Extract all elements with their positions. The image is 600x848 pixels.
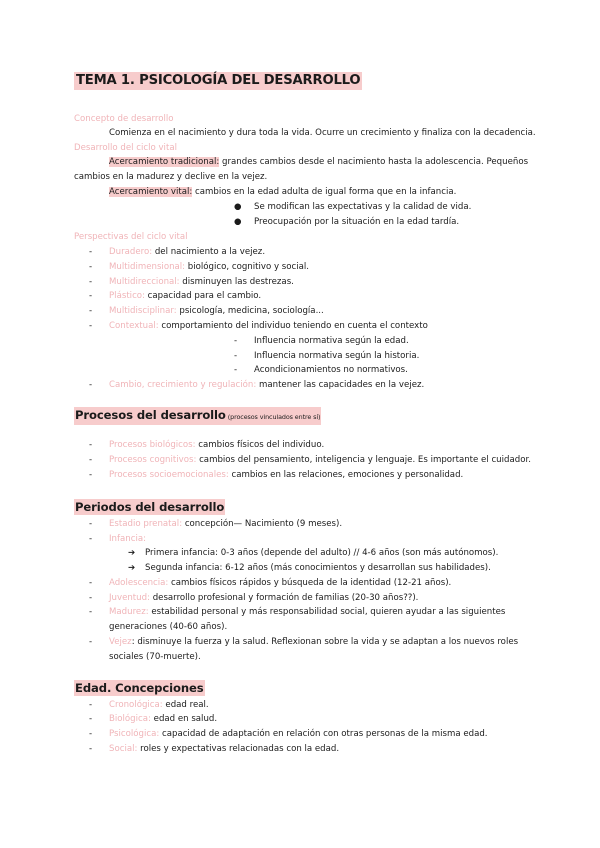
- list-item-value: biológico, cognitivo y social.: [185, 262, 309, 272]
- dash-icon: -: [89, 455, 93, 465]
- list-item-value: desarrollo profesional y formación de familias (20-30 años??).: [149, 593, 419, 603]
- list-item-value-cont: generaciones (40-60 años).: [109, 622, 228, 632]
- list-item: [109, 319, 428, 334]
- list-item: [109, 260, 309, 275]
- dash-icon: -: [89, 519, 93, 529]
- list-item-key: Psicológica:: [109, 729, 160, 739]
- dash-icon: -: [89, 306, 93, 316]
- list-item-key: Multidireccional:: [109, 277, 180, 287]
- list-item: [109, 727, 488, 742]
- dash-icon: -: [89, 291, 93, 301]
- list-item-value: estabilidad personal y más responsabilidad social, quieren ayudar a las siguientes: [148, 607, 506, 617]
- list-item-value: cambios en las relaciones, emociones y personalidad.: [228, 470, 464, 480]
- list-item: [109, 517, 342, 532]
- list-item: [109, 275, 294, 290]
- dash-icon: -: [89, 247, 93, 257]
- list-item-key: Juventud:: [109, 593, 150, 603]
- trad-text: grandes cambios desde el nacimiento hasta la adolescencia. Pequeños: [219, 157, 529, 167]
- list-item-value: roles y expectativas relacionadas con la edad.: [137, 744, 340, 754]
- dash-icon: -: [234, 336, 238, 346]
- list-item-key: Infancia:: [109, 534, 146, 544]
- vital-label: Acercamiento vital:: [109, 187, 193, 197]
- trad-line: [109, 155, 528, 170]
- dash-icon: -: [89, 700, 93, 710]
- list-item-value: mantener las capacidades en la vejez.: [256, 380, 425, 390]
- list-item-value: psicología, medicina, sociología...: [176, 306, 324, 316]
- dash-icon: -: [89, 578, 93, 588]
- trad-text-cont: cambios en la madurez y declive en la vejez.: [74, 172, 268, 182]
- dash-icon: -: [89, 607, 93, 617]
- list-item: [109, 576, 451, 591]
- arrow-item: Primera infancia: 0-3 años (depende del adulto) // 4-6 años (son más autónomos).: [145, 548, 499, 558]
- arrow-item: Segunda infancia: 6-12 años (más conocimientos y desarrollan sus habilidades).: [145, 563, 491, 573]
- list-item-key: Vejez: [109, 637, 132, 647]
- dash-icon: -: [89, 440, 93, 450]
- dash-icon: -: [89, 277, 93, 287]
- list-item: [109, 605, 505, 620]
- list-item-value: disminuyen las destrezas.: [179, 277, 294, 287]
- page-title: TEMA 1. PSICOLOGÍA DEL DESARROLLO: [76, 73, 361, 88]
- perspectivas-label: Perspectivas del ciclo vital: [74, 232, 188, 242]
- list-item: [109, 468, 463, 483]
- dash-icon: -: [89, 714, 93, 724]
- list-item-key: Cronológica:: [109, 700, 163, 710]
- sub-item: Acondicionamientos no normativos.: [254, 365, 408, 375]
- list-item-key: Duradero:: [109, 247, 153, 257]
- list-item: [109, 289, 261, 304]
- list-item-value: cambios físicos del individuo.: [195, 440, 325, 450]
- heading-text: Procesos del desarrollo: [75, 408, 226, 422]
- concepto-text: Comienza en el nacimiento y dura toda la vida. Ocurre un crecimiento y finaliza con la decadencia.: [109, 128, 536, 138]
- dash-icon: -: [89, 321, 93, 331]
- dash-icon: -: [234, 365, 238, 375]
- list-item-key: Procesos cognitivos:: [109, 455, 197, 465]
- arrow-icon: ➔: [128, 563, 136, 573]
- vital-text: cambios en la edad adulta de igual forma que en la infancia.: [192, 187, 457, 197]
- sub-item: Influencia normativa según la edad.: [254, 336, 409, 346]
- list-item-key: Procesos biológicos:: [109, 440, 196, 450]
- list-item: [109, 635, 518, 650]
- bullet-icon: ●: [234, 217, 242, 227]
- list-item-value: capacidad de adaptación en relación con otras personas de la misma edad.: [159, 729, 488, 739]
- sub-item: Influencia normativa según la historia.: [254, 351, 420, 361]
- list-item-value: cambios del pensamiento, inteligencia y lenguaje. Es importante el cuidador.: [196, 455, 531, 465]
- list-item-value: capacidad para el cambio.: [144, 291, 262, 301]
- arrow-icon: ➔: [128, 548, 136, 558]
- list-item-key: Biológica:: [109, 714, 151, 724]
- list-item-key: Plástico:: [109, 291, 145, 301]
- heading-procesos: [74, 407, 321, 425]
- concepto-label: Concepto de desarrollo: [74, 114, 174, 124]
- dash-icon: -: [89, 744, 93, 754]
- list-item: [109, 591, 418, 606]
- dash-icon: -: [89, 534, 93, 544]
- list-item: [109, 698, 209, 713]
- list-item-key: Cambio, crecimiento y regulación:: [109, 380, 257, 390]
- ciclo-label: Desarrollo del ciclo vital: [74, 143, 177, 153]
- list-item-key: Adolescencia:: [109, 578, 169, 588]
- bullet-item: Preocupación por la situación en la edad tardía.: [254, 217, 460, 227]
- list-item-value: : disminuye la fuerza y la salud. Reflexionan sobre la vida y se adaptan a los nuevos roles: [131, 637, 519, 647]
- bullet-icon: ●: [234, 202, 242, 212]
- list-item-key: Multidisciplinar:: [109, 306, 177, 316]
- list-item-key: Multidimensional:: [109, 262, 186, 272]
- list-item-key: Estadio prenatal:: [109, 519, 183, 529]
- list-item-key: Social:: [109, 744, 138, 754]
- list-item-value: cambios físicos rápidos y búsqueda de la identidad (12-21 años).: [168, 578, 452, 588]
- heading-periodos: Periodos del desarrollo: [75, 500, 225, 514]
- list-item-value-cont: sociales (70-muerte).: [109, 652, 201, 662]
- list-item: [109, 712, 217, 727]
- dash-icon: -: [89, 380, 93, 390]
- dash-icon: -: [89, 729, 93, 739]
- list-item-key: Procesos socioemocionales:: [109, 470, 229, 480]
- dash-icon: -: [89, 637, 93, 647]
- bullet-item: Se modifican las expectativas y la calidad de vida.: [254, 202, 472, 212]
- list-item-key: Contextual:: [109, 321, 159, 331]
- list-item: [109, 438, 324, 453]
- list-item-value: edad real.: [162, 700, 209, 710]
- dash-icon: -: [234, 351, 238, 361]
- list-item-value: concepción— Nacimiento (9 meses).: [182, 519, 343, 529]
- list-item: [109, 453, 531, 468]
- vital-line: [109, 185, 456, 200]
- heading-edad: Edad. Concepciones: [75, 681, 204, 695]
- list-item-value: edad en salud.: [150, 714, 218, 724]
- list-item: [109, 742, 339, 757]
- heading-note: (procesos vinculados entre sí): [225, 413, 321, 421]
- list-item-value: del nacimiento a la vejez.: [152, 247, 266, 257]
- dash-icon: -: [89, 593, 93, 603]
- list-item-key: Madurez:: [109, 607, 149, 617]
- dash-icon: -: [89, 470, 93, 480]
- list-item-value: comportamiento del individuo teniendo en cuenta el contexto: [158, 321, 428, 331]
- dash-icon: -: [89, 262, 93, 272]
- trad-label: Acercamiento tradicional:: [109, 157, 220, 167]
- list-item: [109, 304, 324, 319]
- list-item: [109, 378, 424, 393]
- list-item: [109, 245, 265, 260]
